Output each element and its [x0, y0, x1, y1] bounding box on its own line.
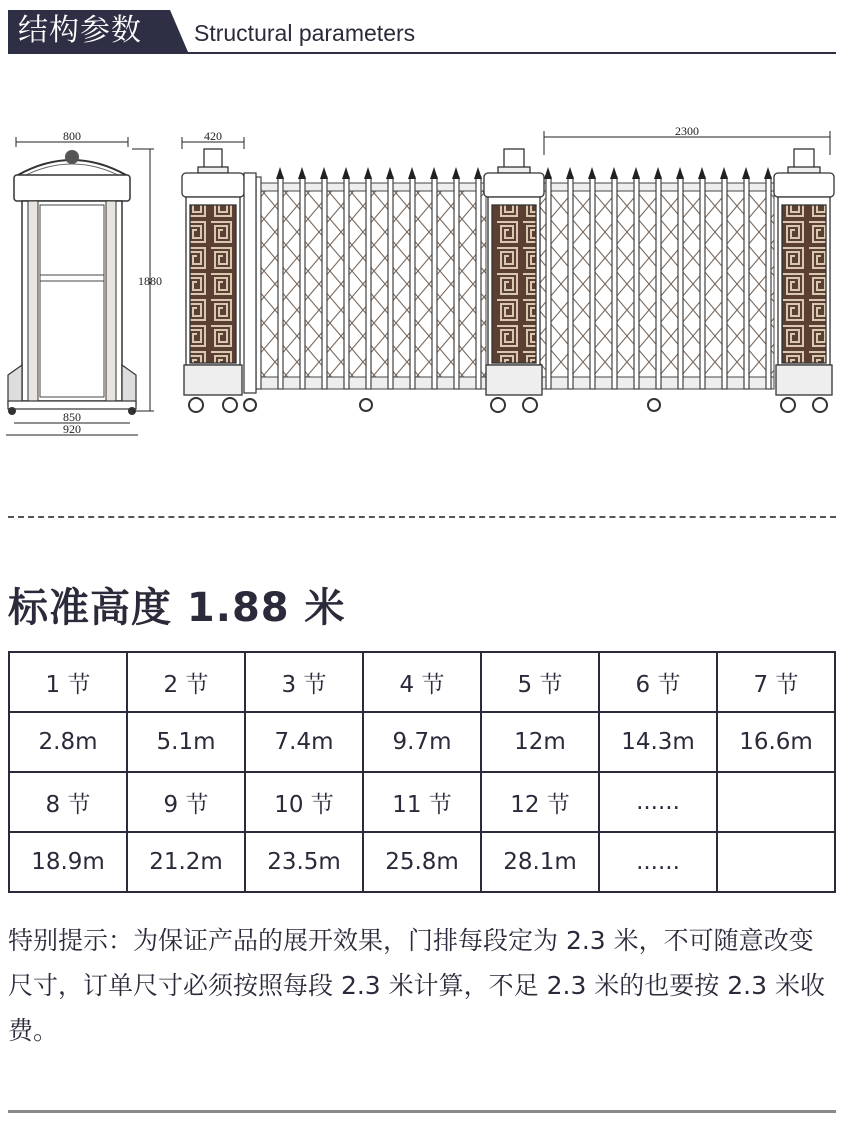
- table-cell: 6 节: [599, 652, 717, 712]
- table-cell: 16.6m: [717, 712, 835, 772]
- table-cell: [717, 772, 835, 832]
- table-cell: 28.1m: [481, 832, 599, 892]
- table-cell: 21.2m: [127, 832, 245, 892]
- table-row: [9, 832, 835, 892]
- table-cell: 4 节: [363, 652, 481, 712]
- dim-side-height: 1880: [138, 274, 162, 288]
- table-cell: ......: [599, 772, 717, 832]
- table-row: [9, 772, 835, 832]
- front-view: [182, 124, 834, 412]
- table-cell: 2.8m: [9, 712, 127, 772]
- header-title-en: Structural parameters: [194, 20, 416, 46]
- section-header: [8, 10, 836, 54]
- table-cell: 7.4m: [245, 712, 363, 772]
- dim-side-top-width: 800: [63, 129, 81, 143]
- header-underline: [8, 52, 836, 54]
- table-cell: 2 节: [127, 652, 245, 712]
- table-cell: 25.8m: [363, 832, 481, 892]
- table-cell: 18.9m: [9, 832, 127, 892]
- dim-side-inner-width: 850: [63, 410, 81, 424]
- table-row: [9, 652, 835, 712]
- dim-side-outer-width: 920: [63, 422, 81, 436]
- table-cell: 11 节: [363, 772, 481, 832]
- table-cell: 9 节: [127, 772, 245, 832]
- table-cell: 8 节: [9, 772, 127, 832]
- side-view: [6, 129, 162, 436]
- table-cell: 1 节: [9, 652, 127, 712]
- table-cell: 9.7m: [363, 712, 481, 772]
- table-cell: 5.1m: [127, 712, 245, 772]
- table-cell: 5 节: [481, 652, 599, 712]
- dim-post-width: 420: [204, 129, 222, 143]
- table-cell: 7 节: [717, 652, 835, 712]
- table-row: [9, 712, 835, 772]
- dim-section-length: 2300: [675, 124, 699, 138]
- gate-structure-drawing: [0, 115, 850, 445]
- section-length-table: [8, 651, 836, 893]
- table-cell: ......: [599, 832, 717, 892]
- dashed-divider: [8, 516, 836, 518]
- standard-height-title: 标准高度 1.88 米: [8, 585, 346, 631]
- special-note: 特别提示：为保证产品的展开效果，门排每段定为 2.3 米，不可随意改变尺寸，订单尺寸必须按照每段 2.3 米计算，不足 2.3 米的也要按 2.3 米收费。: [8, 926, 825, 1045]
- table-cell: 12 节: [481, 772, 599, 832]
- table-cell: 14.3m: [599, 712, 717, 772]
- table-cell: [717, 832, 835, 892]
- table-cell: 3 节: [245, 652, 363, 712]
- table-cell: 23.5m: [245, 832, 363, 892]
- bottom-divider: [8, 1110, 836, 1113]
- table-cell: 12m: [481, 712, 599, 772]
- table-cell: 10 节: [245, 772, 363, 832]
- header-title-cn: 结构参数: [18, 13, 142, 48]
